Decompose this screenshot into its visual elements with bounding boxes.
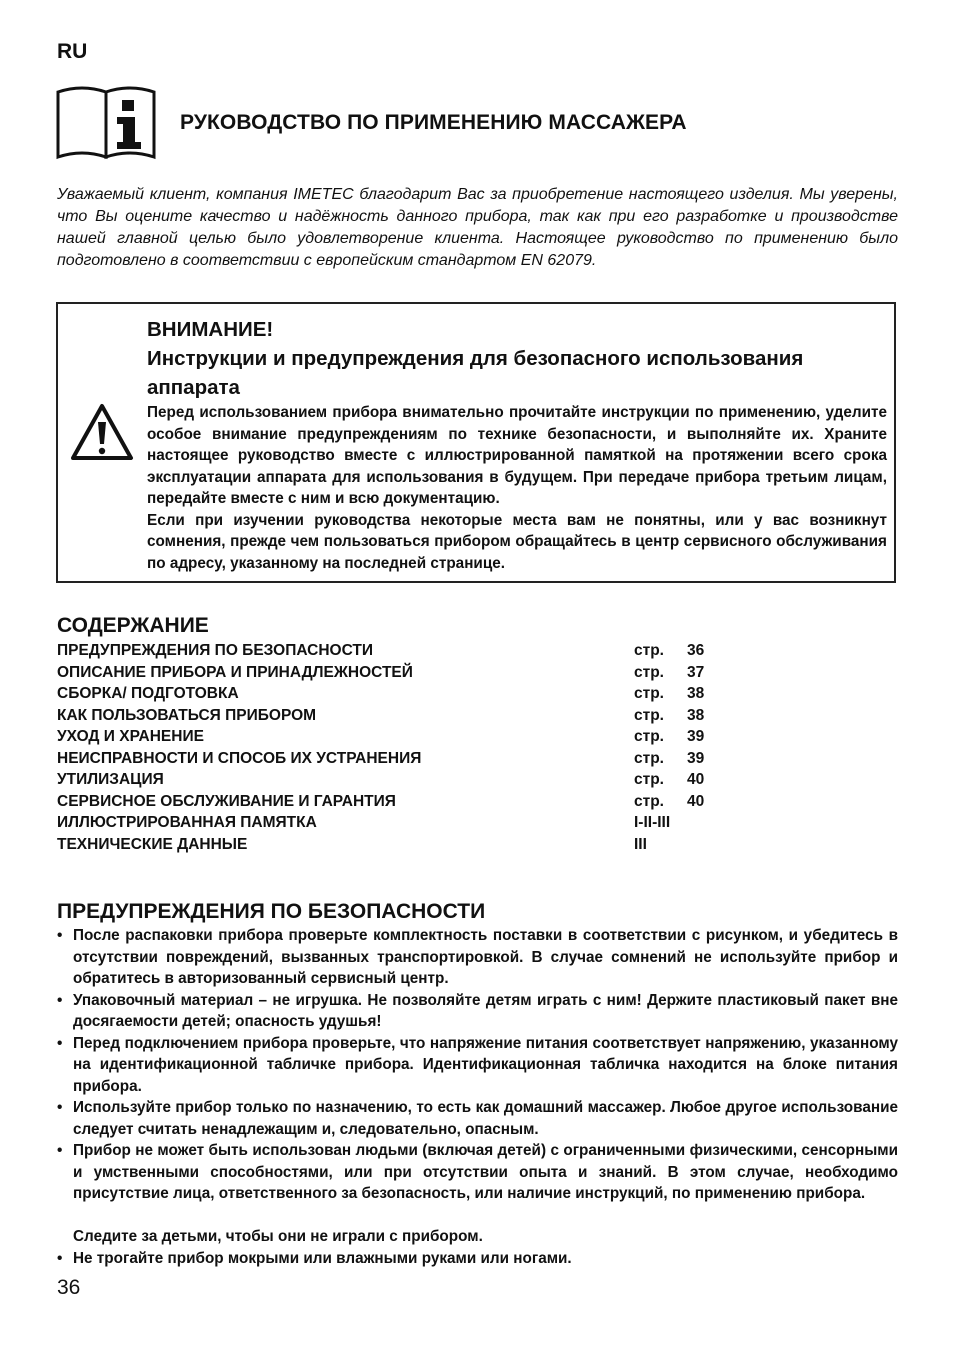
toc-label: СЕРВИСНОЕ ОБСЛУЖИВАНИЕ И ГАРАНТИЯ xyxy=(57,792,396,810)
toc-label: УТИЛИЗАЦИЯ xyxy=(57,771,164,788)
warning-triangle-icon xyxy=(70,402,134,462)
toc-label: НЕИСПРАВНОСТИ И СПОСОБ ИХ УСТРАНЕНИЯ xyxy=(57,749,422,767)
bullet-marker: • xyxy=(57,991,63,1009)
bullet-text: После распаковки прибора проверьте комплектность поставки в соответствии с рисунком, и убедитесь в отсутствии повреждений, вызванных транспортировкой. В случае сомнений не используйте прибор и обратитесь в авторизованный сервисный центр. xyxy=(73,927,898,987)
warning-box xyxy=(56,302,896,583)
list-item xyxy=(57,990,898,1033)
toc-row xyxy=(57,812,757,834)
bullet-text: Перед подключением прибора проверьте, что напряжение питания соответствует напряжению, указанному на идентификационной табличке прибора. Идентификационная табличка находится на блоке питания прибора. xyxy=(73,1034,898,1095)
toc-page-prefix: стр. xyxy=(634,685,664,702)
intro-paragraph: Уважаемый клиент, компания IMETEC благодарит Вас за приобретение настоящего изделия. Мы уверены, что Вы оцените качество и надёжность данного прибора, так как при его разработке и производстве нашей главной целью было удовлетворение клиента. Настоящее руководство по применению было подготовлено в соответствии с европейским стандартом EN 62079. xyxy=(57,186,898,269)
toc-title: СОДЕРЖАНИЕ xyxy=(57,614,209,637)
toc-page-number: 36 xyxy=(687,642,705,659)
list-item xyxy=(57,925,898,990)
toc-row xyxy=(57,683,757,705)
warning-heading: ВНИМАНИЕ! xyxy=(147,318,274,341)
toc-row xyxy=(57,726,757,748)
warning-paragraph-1: Перед использованием прибора внимательно прочитайте инструкции по применению, уделите особое внимание предупреждениям по технике безопасности, и выполняйте их. Храните настоящее руководство вместе с иллюстрированной памяткой на протяжении всего срока эксплуатации аппарата для использования в будущем. При передаче прибора третьим лицам, передайте вместе с ним и всю документацию. xyxy=(147,404,887,507)
list-item xyxy=(57,1033,898,1098)
toc-page-prefix: стр. xyxy=(634,706,664,724)
table-of-contents xyxy=(57,640,757,855)
toc-page-prefix: III xyxy=(634,835,647,853)
toc-page-number: 39 xyxy=(687,749,705,767)
toc-page-prefix: стр. xyxy=(634,728,664,745)
bullet-marker: • xyxy=(57,1034,63,1052)
safety-section-title: ПРЕДУПРЕЖДЕНИЯ ПО БЕЗОПАСНОСТИ xyxy=(57,900,486,923)
warning-subheading: Инструкции и предупреждения для безопасного использования аппарата xyxy=(147,347,804,399)
bullet-marker: • xyxy=(57,927,63,944)
toc-row xyxy=(57,640,757,662)
toc-page-prefix: стр. xyxy=(634,642,664,659)
safety-bullet-list xyxy=(57,925,898,1269)
bullet-text: Используйте прибор только по назначению, то есть как домашний массажер. Любое другое использование следует считать ненадлежащим и, следовательно, опасным. xyxy=(73,1099,898,1138)
warning-content xyxy=(147,316,887,574)
toc-page-prefix: стр. xyxy=(634,792,664,810)
toc-page-number: 40 xyxy=(687,792,705,810)
toc-page-number: 40 xyxy=(687,771,705,788)
page-number: 36 xyxy=(57,1276,81,1299)
toc-label: УХОД И ХРАНЕНИЕ xyxy=(57,728,204,745)
toc-page-prefix: стр. xyxy=(634,771,664,788)
toc-row xyxy=(57,834,757,856)
toc-label: КАК ПОЛЬЗОВАТЬСЯ ПРИБОРОМ xyxy=(57,706,317,724)
toc-label: ПРЕДУПРЕЖДЕНИЯ ПО БЕЗОПАСНОСТИ xyxy=(57,642,374,659)
language-code: RU xyxy=(57,40,88,63)
toc-row xyxy=(57,705,757,727)
toc-label: ТЕХНИЧЕСКИЕ ДАННЫЕ xyxy=(57,835,248,853)
toc-row xyxy=(57,769,757,791)
toc-page-number: 38 xyxy=(687,706,705,724)
toc-label: ИЛЛЮСТРИРОВАННАЯ ПАМЯТКА xyxy=(57,814,317,831)
bullet-text: Упаковочный материал – не игрушка. Не позволяйте детям играть с ним! Держите пластиковый пакет вне досягаемости детей; опасность удушья! xyxy=(73,991,898,1030)
toc-page-number: 37 xyxy=(687,663,705,681)
bullet-marker: • xyxy=(57,1099,63,1116)
toc-label: СБОРКА/ ПОДГОТОВКА xyxy=(57,685,239,702)
manual-info-book-icon xyxy=(55,82,159,160)
toc-page-prefix: I-II-III xyxy=(634,814,671,831)
bullet-marker: • xyxy=(57,1142,63,1159)
toc-page-prefix: стр. xyxy=(634,749,664,767)
list-item xyxy=(57,1140,898,1205)
bullet-marker: • xyxy=(57,1249,63,1267)
toc-row xyxy=(57,662,757,684)
list-item xyxy=(57,1097,898,1140)
list-item xyxy=(57,1248,898,1270)
warning-paragraph-2: Если при изучении руководства некоторые места вам не понятны, или у вас возникнут сомнения, прежде чем пользоваться прибором обращайтесь в центр сервисного обслуживания по адресу, указанному на последней странице. xyxy=(147,511,887,572)
toc-row xyxy=(57,791,757,813)
bullet-text: Прибор не может быть использован людьми (включая детей) с ограниченными физическими, сенсорными и умственными способностями, или при отсутствии опыта и знаний. В этом случае, необходимо присутствие лица, ответственного за безопасность, или наличие инструкций, по применению прибора. xyxy=(73,1142,898,1202)
toc-page-prefix: стр. xyxy=(634,663,664,681)
page-title: РУКОВОДСТВО ПО ПРИМЕНЕНИЮ МАССАЖЕРА xyxy=(180,111,687,134)
toc-page-number: 38 xyxy=(687,685,705,702)
children-note: Следите за детьми, чтобы они не играли с прибором. xyxy=(73,1228,483,1245)
toc-page-number: 39 xyxy=(687,728,705,745)
toc-row xyxy=(57,748,757,770)
toc-label: ОПИСАНИЕ ПРИБОРА И ПРИНАДЛЕЖНОСТЕЙ xyxy=(57,663,413,681)
bullet-text: Не трогайте прибор мокрыми или влажными руками или ногами. xyxy=(73,1249,572,1267)
